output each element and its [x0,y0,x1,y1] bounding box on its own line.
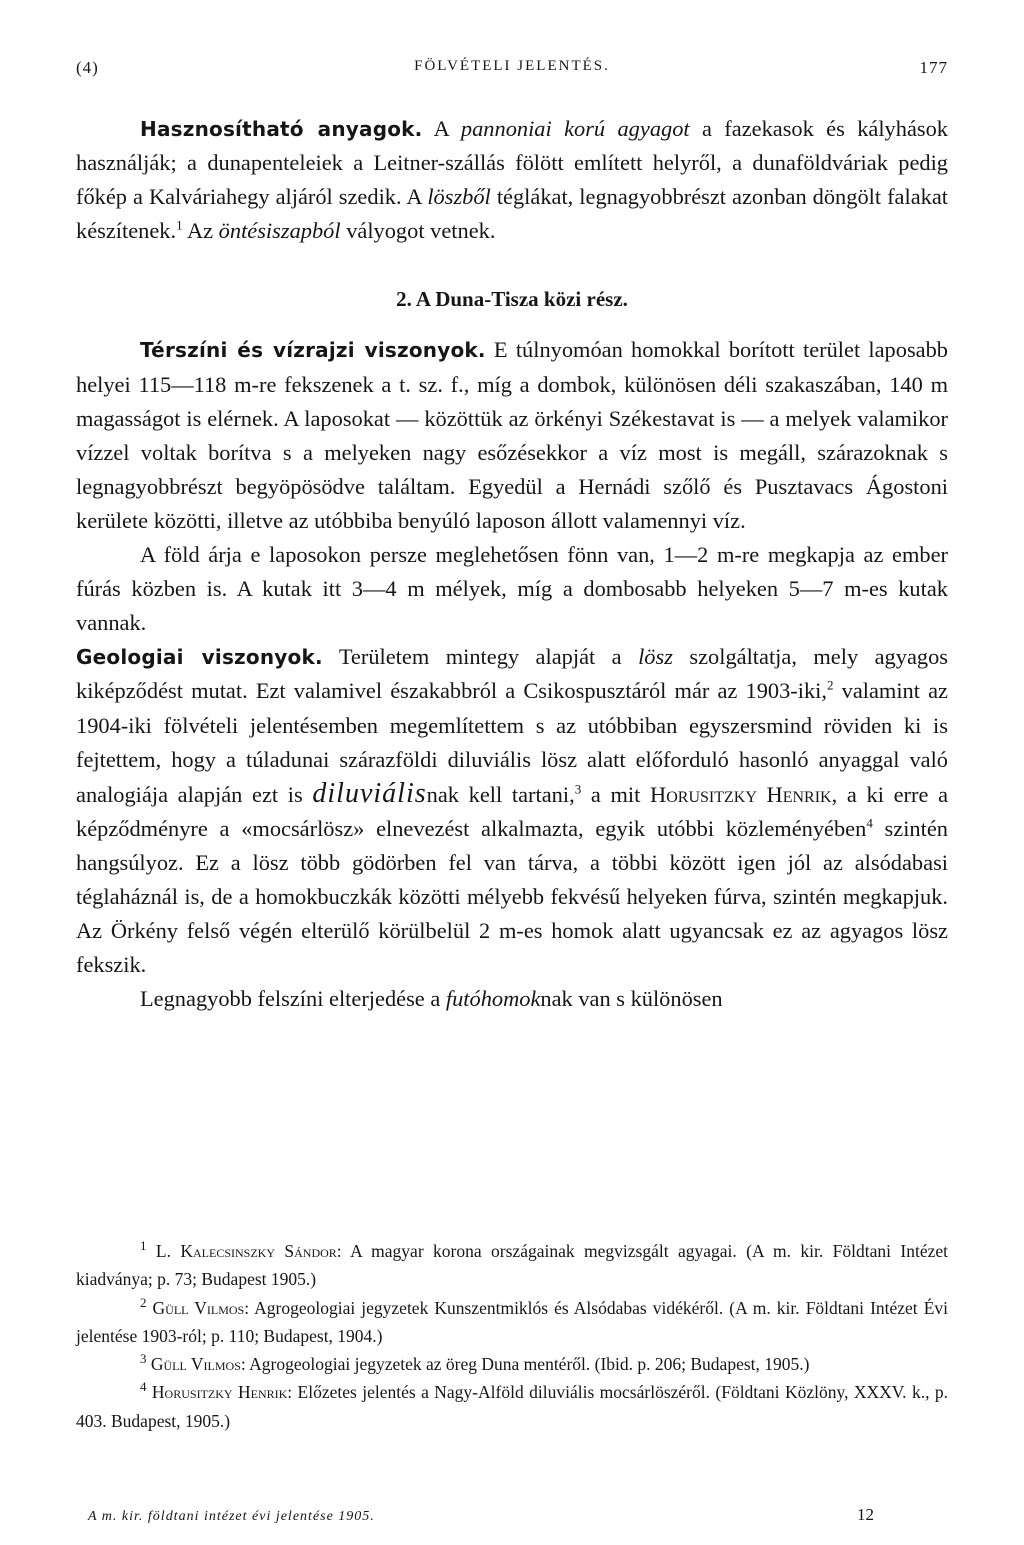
paragraph-lead: Térszíni és vízrajzi viszonyok. [140,338,486,363]
text-run: nak van s különösen [540,986,723,1012]
paragraph-lead: Geologiai viszonyok. [76,645,323,670]
italic-term: futóhomok [445,986,541,1012]
text-run: a fazekasok és kályhások használják; a dunapenteleiek a Leitner-szállás fölött említett helyről, a dunaföldváriak pedig főkép a Kalváriahegy aljáról szedik. A [76,116,948,210]
footnote-number: 3 [140,1351,147,1367]
author-name: Horusitzky Henrik [650,781,832,807]
paragraph-usable-materials [76,112,948,248]
text-run: szintén hangsúlyoz. Ez a lösz több gödörben fel van tárva, a többi között igen jól az alsódabasi téglaháznál is, de a homokbuczkák közötti mélyebb fekvésű helyeken fúrva, szintén megkapjuk. Az Örkény felső végén elterülő körülbelül 2 m-es homok alatt ugyancsak ez az agyagos lösz fekszik. [76,815,948,978]
signature-mark: 12 [857,1505,874,1524]
footnote-author: Güll Vilmos: [150,1354,246,1375]
footnote [76,1350,948,1378]
header-left: (4) [76,58,99,77]
text-run: Az [182,218,219,244]
text-run: A [422,116,461,141]
text-run: a mit [581,781,651,807]
paragraph-sand [76,982,948,1016]
running-header [76,58,948,82]
text-run: téglákat, legnagyobbrészt azonban döngölt falakat készítenek. [76,184,949,244]
text-run: vályogot vetnek. [340,218,496,244]
section-title: 2. A Duna-Tisza közi rész. [396,287,628,312]
text-run: Területem mintegy alapját a [322,644,639,670]
running-footer [76,1505,948,1529]
footnote-text: A magyar korona országainak megvizsgált agyagai. (A m. kir. Földtani Intézet kiadványa; p. 73; Budapest 1905.) [76,1241,949,1290]
footnote [76,1237,948,1294]
footnote-author: Horusitzky Henrik: [151,1382,293,1403]
text-run: Legnagyobb felszíni elterjedése a [140,986,446,1012]
footnote-ref: 4 [866,815,873,831]
footnote-number: 1 [140,1238,147,1254]
footnote-number: 4 [140,1379,147,1395]
footnote [76,1294,948,1351]
italic-term: öntésiszapból [218,218,341,244]
text-run: valamint az 1904-iki fölvételi jelentésemben megemlítettem s az utóbbiban egyszersmind röviden ki is fejtettem, hogy a túladunai szárazföldi diluviális lösz alatt előforduló hasonló anyaggal való analogiája alapján ezt is [76,678,948,807]
text-run: szolgáltatja, mely agyagos kiképződést mutat. Ezt valamivel északabbról a Csikospusztáról már az 1903-iki, [76,644,948,704]
text-run: , a ki erre a képződményre a «mocsárlösz» elnevezést alkalmazta, egyik utóbbi közleményében [76,781,949,841]
footnote-author: L. Kalecsinszky Sándor: [155,1241,342,1261]
italic-term: lösz [638,644,673,670]
italic-term: pannoniai korú agyagot [460,116,690,141]
paragraph-geology [76,640,948,982]
main-text [76,112,948,1016]
footnote [76,1378,948,1435]
footnote-text: Előzetes jelentés a Nagy-Alföld diluviális mocsárlöszéről. (Földtani Közlöny, XXXV. k., p. 403. Budapest, 1905.) [76,1382,948,1431]
footnote-ref: 1 [176,217,183,233]
footer-imprint: A m. kir. földtani intézet évi jelentése 1905. [88,1509,375,1524]
paragraph-terrain [76,333,948,538]
footnote-ref: 2 [826,677,834,693]
header-title: FÖLVÉTELI JELENTÉS. [414,58,610,74]
footnote-number: 2 [140,1294,147,1310]
text-run: nak kell tartani, [426,781,575,807]
footnote-text: Agrogeologiai jegyzetek Kunszentmiklós és Alsódabas vidékéről. (A m. kir. Földtani Intézet Évi jelentése 1903-ról; p. 110; Budapest, 1904.) [76,1297,949,1346]
italic-term: löszből [427,184,491,210]
footnote-author: Güll Vilmos: [152,1297,250,1318]
footnote-text: Agrogeologiai jegyzetek az öreg Duna mentéről. (Ibid. p. 206; Budapest, 1905.) [245,1354,810,1375]
paragraph-groundwater: A föld árja e laposokon persze meglehetősen fönn van, 1—2 m-re megkapja az ember fúrás közben is. A kutak itt 3—4 m mélyek, míg a dombosabb helyeken 5—7 m-es kutak vannak. [76,542,948,636]
page-number: 177 [919,58,948,77]
footnotes [76,1237,948,1435]
footnote-ref: 3 [574,781,582,797]
paragraph-lead: Hasznosítható anyagok. [140,117,423,141]
emphasized-term: diluviális [312,777,427,809]
text-run: E túlnyomóan homokkal borított terület laposabb helyei 115—118 m-re fekszenek a t. sz. f., míg a dombok, különösen déli szakaszában, 140 m magasságot is elérnek. A laposokat — közöttük az örkényi Székestavat is — a melyek valamikor vízzel voltak borítva s a melyeken nagy esőzésekkor a víz most is megáll, szárazoknak s legnagyobbrészt begyöpösödve találtam. Egyedül a Hernádi szőlő és Pusztavacs Ágostoni kerülete közötti, illetve az utóbbiba benyúló laposon állott valamennyi víz. [76,337,948,533]
